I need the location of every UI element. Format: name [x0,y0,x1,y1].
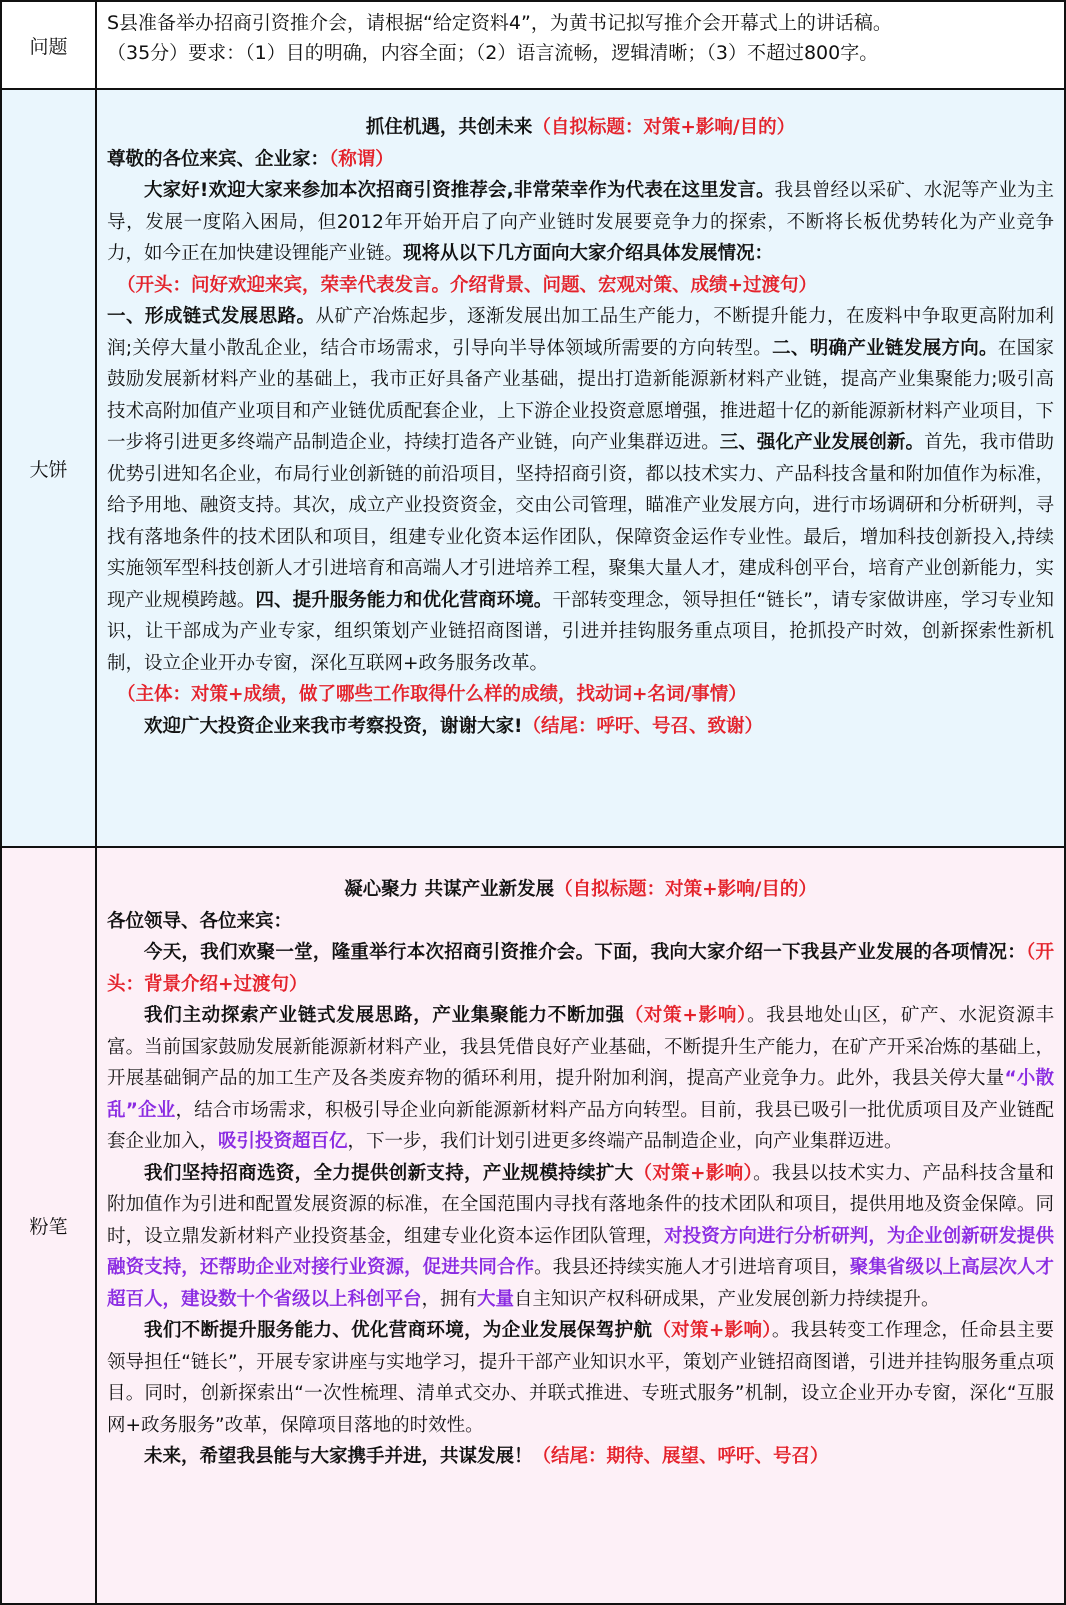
question-row [1,1,1065,89]
fenbi-paragraph-1: 我们主动探索产业链式发展思路，产业集聚能力不断加强（对策+影响）。我县地处山区，矿产、水泥资源丰富。当前国家鼓励发展新能源新材料产业，我县凭借良好产业基础，不断提升生产能力，在矿产开采冶炼的基础上，开展基础铜产品的加工生产及各类废弃物的循环利用，提升附加利润，提高产业竞争力。此外，我县关停大量“小散乱”企业，结合市场需求，积极引导企业向新能源新材料产品方向转型。目前，我县已吸引一批优质项目及产业链配套企业加入，吸引投资超百亿，下一步，我们计划引进更多终端产品制造企业，向产业集群迈进。 [107,1005,1054,1152]
fenbi-row [1,847,1065,1604]
dabing-label: 大饼 [1,89,96,847]
dabing-salutation: 尊敬的各位来宾、企业家：（称谓） [107,148,394,170]
fenbi-paragraph-2: 我们坚持招商选资，全力提供创新支持，产业规模持续扩大（对策+影响）。我县以技术实力、产品科技含量和附加值作为引进和配置发展资源的标准，在全国范围内寻找有落地条件的技术团队和项目，提供用地及资金保障。同时，设立鼎发新材料产业投资基金，组建专业化资本运作团队管理，对投资方向进行分析研判，为企业创新研发提供融资支持，还帮助企业对接行业资源，促进共同合作。我县还持续实施人才引进培育项目，聚集省级以上高层次人才超百人，建设数十个省级以上科创平台，拥有大量自主知识产权科研成果，产业发展创新力持续提升。 [107,1162,1054,1310]
fenbi-content [96,847,1065,1604]
fenbi-closing: 未来，希望我县能与大家携手并进，共谋发展！（结尾：期待、展望、呼吁、号召） [144,1446,829,1467]
fenbi-paragraph-3: 我们不断提升服务能力、优化营商环境，为企业发展保驾护航（对策+影响）。我县转变工作理念，任命县主要领导担任“链长”，开展专家讲座与实地学习，提升干部产业知识水平，策划产业链招商图谱，引进并挂钩服务重点项目。同时，创新探索出“一次性梳理、清单式交办、并联式推进、专班式服务”机制，设立企业开办专窗，深化“互服网+政务服务”改革，保障项目落地的时效性。 [107,1320,1054,1436]
dabing-opening-note: （开头：问好欢迎来宾，荣幸代表发言。介绍背景、问题、宏观对策、成绩+过渡句） [117,274,818,296]
dabing-content [96,89,1065,847]
fenbi-label: 粉笔 [1,847,96,1604]
question-line-1: S县准备举办招商引资推介会，请根据“给定资料4”，为黄书记拟写推介会开幕式上的讲话稿。 [107,12,892,34]
fenbi-opening: 今天，我们欢聚一堂，隆重举行本次招商引资推介会。下面，我向大家介绍一下我县产业发展的各项情况：（开头：背景介绍+过渡句） [107,942,1054,995]
dabing-row [1,89,1065,847]
fenbi-salutation: 各位领导、各位来宾： [107,910,293,932]
question-text [96,1,1065,89]
dabing-opening: 大家好!欢迎大家来参加本次招商引资推荐会,非常荣幸作为代表在这里发言。我县曾经以采矿、水泥等产业为主导，发展一度陷入困局，但2012年开始开启了向产业链时发展要竞争力的探索，不断将长板优势转化为产业竞争力，如今正在加快建设锂能产业链。现将从以下几方面向大家介绍具体发展情况： [107,180,1054,264]
fenbi-title: 凝心聚力 共谋产业新发展（自拟标题：对策+影响/目的） [344,879,817,900]
dabing-body: 一、形成链式发展思路。从矿产冶炼起步，逐渐发展出加工品生产能力，不断提升能力，在废料中争取更高附加利润;关停大量小散乱企业，结合市场需求，引导向半导体领域所需要的方向转型。二、明确产业链发展方向。在国家鼓励发展新材料产业的基础上，我市正好具备产业基础，提出打造新能源新材料产业链，提高产业集聚能力;吸引高技术高附加值产业项目和产业链优质配套企业，上下游企业投资意愿增强，推进超十亿的新能源新材料产业项目，下一步将引进更多终端产品制造企业，持续打造各产业链，向产业集群迈进。三、强化产业发展创新。首先，我市借助优势引进知名企业，布局行业创新链的前沿项目，坚持招商引资，都以技术实力、产品科技含量和附加值作为标准，给予用地、融资支持。其次，成立产业投资资金，交由公司管理，瞄准产业发展方向，进行市场调研和分析研判，寻找有落地条件的技术团队和项目，组建专业化资本运作团队，保障资金运作专业性。最后，增加科技创新投入,持续实施领军型科技创新人才引进培育和高端人才引进培养工程，聚集大量人才，建成科创平台，培育产业创新能力，实现产业规模跨越。四、提升服务能力和优化营商环境。干部转变理念，领导担任“链长”，请专家做讲座，学习专业知识，让干部成为产业专家，组织策划产业链招商图谱，引进并挂钩服务重点项目，抢抓投产时效，创新探索性新机制，设立企业开办专窗，深化互联网+政务服务改革。 [107,306,1054,674]
question-line-2: （35分）要求：（1）目的明确，内容全面；（2）语言流畅，逻辑清晰；（3）不超过800字。 [107,42,879,64]
dabing-closing: 欢迎广大投资企业来我市考察投资，谢谢大家!（结尾：呼吁、号召、致谢） [144,715,763,737]
dabing-body-note: （主体：对策+成绩，做了哪些工作取得什么样的成绩，找动词+名词/事情） [117,684,747,705]
dabing-title: 抓住机遇，共创未来（自拟标题：对策+影响/目的） [365,117,796,138]
question-label: 问题 [1,1,96,89]
